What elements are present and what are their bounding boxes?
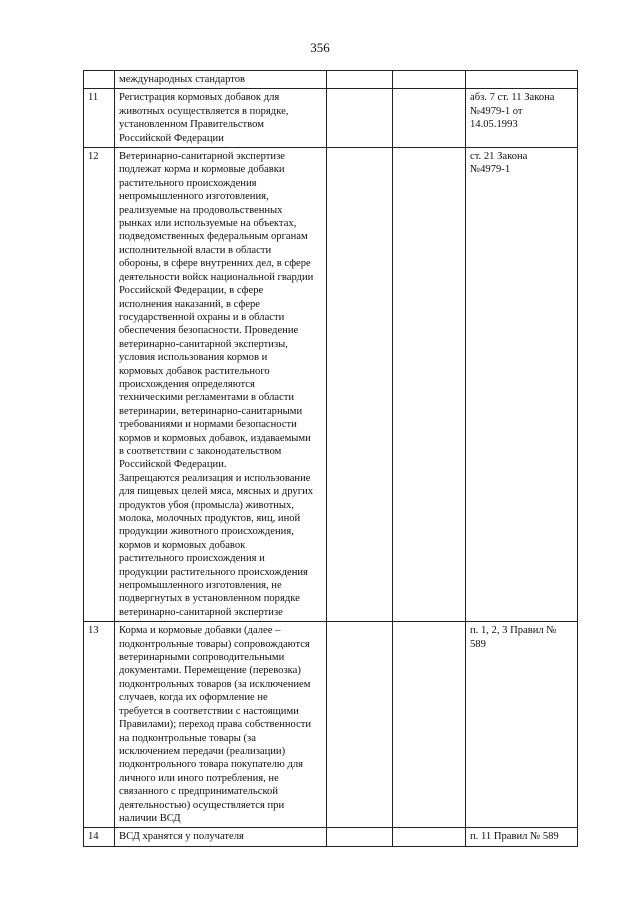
requirement-text-line: Российской Федерации. <box>119 459 227 471</box>
legal-reference-cell <box>466 89 578 148</box>
requirement-text-line: реализуемые на продовольственных <box>119 204 283 216</box>
requirement-text-line: ВСД хранятся у получателя <box>119 831 244 843</box>
requirement-text-line: ветеринарными сопроводительными <box>119 652 285 664</box>
requirements-table <box>83 70 578 847</box>
requirement-text-line: исключением передачи (реализации) <box>119 745 286 757</box>
requirement-text-line: подконтрольные товары) сопровождаются <box>119 638 310 650</box>
requirement-text-line: техническими регламентами в области <box>119 392 295 404</box>
requirement-text-cell <box>115 71 327 89</box>
empty-cell <box>393 89 466 148</box>
table-row <box>84 71 578 89</box>
requirement-text-line: подконтрольных товаров (за исключением <box>119 678 311 690</box>
requirement-text-line: Российской Федерации <box>119 132 224 144</box>
empty-cell <box>327 828 393 846</box>
requirement-text-line: кормов и кормовых добавок, издаваемыми <box>119 432 311 444</box>
requirement-text-line: рынках или используемые на объектах, <box>119 218 297 230</box>
legal-reference-line: №4979-1 <box>470 164 511 176</box>
requirement-text-line: подконтрольного товара покупателю для <box>119 759 304 771</box>
requirement-text-line: деятельности войск национальной гвардии <box>119 271 314 283</box>
requirement-text-line: продукции растительного происхождения <box>119 566 308 578</box>
requirement-text-line: растительного происхождения <box>119 177 257 189</box>
row-number-cell <box>84 71 115 89</box>
row-number-cell: 13 <box>84 622 115 828</box>
legal-reference-line: №4979-1 от <box>470 105 523 117</box>
legal-reference-cell <box>466 622 578 828</box>
requirement-text-line: происхождения определяются <box>119 378 255 390</box>
requirement-text-line: подлежат корма и кормовые добавки <box>119 164 285 176</box>
legal-reference-cell <box>466 148 578 622</box>
requirement-text-line: случаев, когда их оформление не <box>119 692 268 704</box>
empty-cell <box>393 828 466 846</box>
requirement-text-line: ветеринарно-санитарной экспертизе <box>119 606 283 618</box>
table-row <box>84 89 578 148</box>
legal-reference-line: ст. 21 Закона <box>470 151 528 163</box>
empty-cell <box>327 148 393 622</box>
requirement-text-line: Российской Федерации, в сфере <box>119 285 264 297</box>
empty-cell <box>393 148 466 622</box>
requirement-text-line: продуктов убоя (промысла) животных, <box>119 499 294 511</box>
table-row <box>84 622 578 828</box>
empty-cell <box>327 71 393 89</box>
requirement-text-line: подвергнутых в установленном порядке <box>119 593 300 605</box>
requirement-text-line: исполнительной власти в области <box>119 244 272 256</box>
requirement-text-line: международных стандартов <box>119 74 246 85</box>
requirement-text-cell <box>115 828 327 846</box>
table-row <box>84 828 578 846</box>
requirement-text-line: Ветеринарно-санитарной экспертизе <box>119 151 285 163</box>
legal-reference-line: абз. 7 ст. 11 Закона <box>470 92 555 104</box>
requirement-text-line: кормов и кормовых добавок <box>119 539 246 551</box>
requirement-text-cell <box>115 622 327 828</box>
requirement-text-line: исполнения наказаний, в сфере <box>119 298 261 310</box>
table-row <box>84 148 578 622</box>
requirement-text-line: установленном Правительством <box>119 119 264 131</box>
requirement-text-line: условия использования кормов и <box>119 352 268 364</box>
requirement-text-line: в соответствии с законодательством <box>119 445 282 457</box>
requirement-text-line: непромышленного изготовления, не <box>119 580 282 592</box>
requirement-text-line: ветеринарно-санитарной экспертизы, <box>119 338 288 350</box>
page-number: 356 <box>310 40 330 55</box>
requirement-text-line: государственной охраны и в области <box>119 311 285 323</box>
requirement-text-line: молока, молочных продуктов, яиц, иной <box>119 513 301 524</box>
legal-reference-line: 589 <box>470 638 486 650</box>
legal-reference-cell <box>466 828 578 846</box>
requirement-text-line: требуется в соответствии с настоящими <box>119 705 299 717</box>
legal-reference-line: 14.05.1993 <box>470 119 518 131</box>
requirement-text-line: Правилами); переход права собственности <box>119 719 312 731</box>
empty-cell <box>327 89 393 148</box>
empty-cell <box>327 622 393 828</box>
requirement-text-line: личного или иного потребления, не <box>119 772 279 784</box>
requirement-text-line: ветеринарии, ветеринарно-санитарными <box>119 405 303 417</box>
requirement-text-line: животных осуществляется в порядке, <box>119 105 289 117</box>
requirement-text-line: Корма и кормовые добавки (далее – <box>119 625 281 637</box>
legal-reference-line: п. 1, 2, 3 Правил № <box>470 625 557 637</box>
row-number-cell: 11 <box>84 89 115 148</box>
row-number-cell: 14 <box>84 828 115 846</box>
legal-reference-cell <box>466 71 578 89</box>
requirement-text-line: растительного происхождения и <box>119 553 265 565</box>
requirement-text-line: связанного с предпринимательской <box>119 786 279 798</box>
requirement-text-line: Регистрация кормовых добавок для <box>119 92 280 104</box>
requirement-text-line: деятельностью) осуществляется при <box>119 799 285 811</box>
requirement-text-line: обеспечения безопасности. Проведение <box>119 325 299 337</box>
requirement-text-line: для пищевых целей мяса, мясных и других <box>119 486 314 498</box>
requirement-text-line: подведомственных федеральным органам <box>119 231 308 243</box>
requirement-text-cell <box>115 89 327 148</box>
empty-cell <box>393 622 466 828</box>
requirement-text-cell <box>115 148 327 622</box>
requirement-text-line: Запрещаются реализация и использование <box>119 472 311 484</box>
requirement-text-line: наличии ВСД <box>119 812 181 824</box>
legal-reference-line: п. 11 Правил № 589 <box>470 831 559 843</box>
requirement-text-line: непромышленного изготовления, <box>119 191 269 203</box>
requirement-text-line: документами. Перемещение (перевозка) <box>119 665 301 677</box>
requirement-text-line: требованиями и нормами безопасности <box>119 419 297 431</box>
requirement-text-line: обороны, в сфере внутренних дел, в сфере <box>119 258 311 270</box>
requirement-text-line: на подконтрольные товары (за <box>119 732 256 744</box>
empty-cell <box>393 71 466 89</box>
requirement-text-line: кормовых добавок растительного <box>119 365 270 377</box>
requirement-text-line: продукции животного происхождения, <box>119 526 294 538</box>
row-number-cell: 12 <box>84 148 115 622</box>
